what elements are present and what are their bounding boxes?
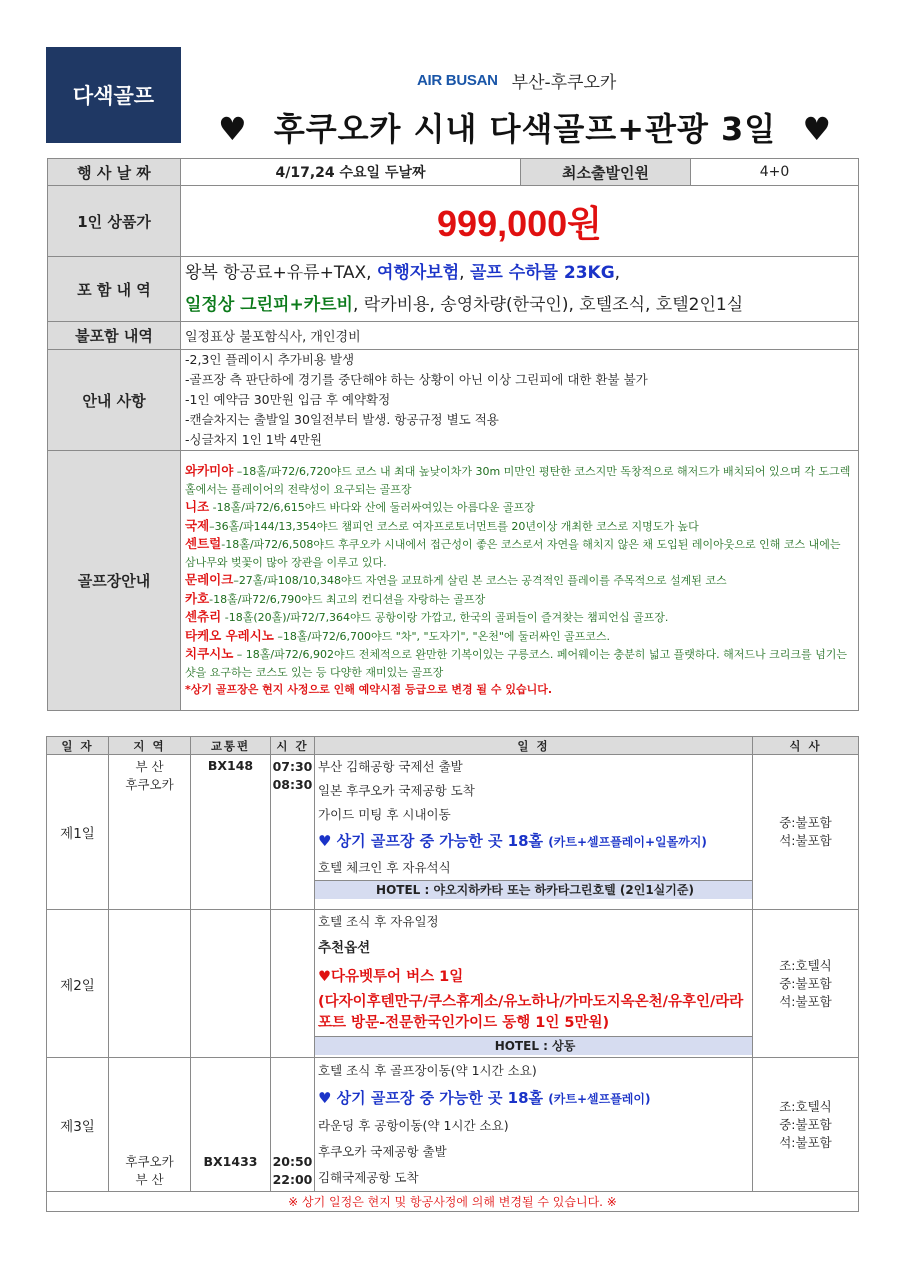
golf-item: 타케오 우레시노 –18홀/파72/6,700야드 "차", "도자기", "온천"에 둘러싸인 골프코스. [185,627,611,643]
col-day: 일 자 [47,737,109,755]
notice-list [181,350,859,451]
notice-item: -싱글차지 1인 1박 4만원 [185,432,322,447]
day2-time [271,910,315,1058]
day2-label: 제2일 [47,910,109,1058]
itinerary-item: 김해국제공항 도착 [318,1170,419,1185]
itinerary-item: 부산 김해공항 국제선 출발 [318,759,463,774]
day2-row [47,910,859,1058]
title-text: 후쿠오카 시내 다색골프+관광 3일 [273,110,777,148]
heart-icon: ♥ [802,110,832,148]
date-value: 4/17,24 수요일 두날짜 [181,159,521,186]
itinerary-item: 호텔 체크인 후 자유석식 [318,860,451,875]
heart-icon: ♥ [217,110,248,148]
schedule-table [46,736,859,1212]
notice-item: -1인 예약금 30만원 입금 후 예약확정 [185,392,391,407]
golf-item: 국제–36홀/파144/13,354야드 챔피언 코스로 여자프로토너먼트를 20년이상 개최한 코스로 지명도가 높다 [185,517,699,533]
col-region: 지 역 [109,737,191,755]
day3-itinerary [315,1058,753,1192]
day3-flight: BX1433 [191,1058,271,1192]
itinerary-item: 라운딩 후 공항이동(약 1시간 소요) [318,1118,509,1133]
baggage-text: 골프 수하물 23KG [469,263,615,283]
price-label: 1인 상품가 [48,186,181,257]
min-label: 최소출발인원 [521,159,691,186]
col-transport: 교통편 [191,737,271,755]
day1-label: 제1일 [47,755,109,910]
itinerary-item: 호텔 조식 후 자유일정 [318,914,439,929]
golf-item: 치쿠시노 – 18홀/파72/6,902야드 전체적으로 완만한 기복이있는 구릉코스. 페어웨이는 충분히 넓고 플랫하다. 해저드나 크리크를 넘기는 샷을 요구하는 코스도 있는 등 다양한 재미있는 골프장 [185,646,847,679]
day2-flight [191,910,271,1058]
day1-itinerary [315,755,753,910]
itinerary-item: 가이드 미팅 후 시내이동 [318,807,451,822]
golf-item: 카호-18홀/파72/6,790야드 최고의 컨디션을 자랑하는 골프장 [185,590,486,606]
day3-label: 제3일 [47,1058,109,1192]
price-value: 999,000원 [181,186,859,257]
time-text: 07:30 [272,759,313,774]
min-value: 4+0 [691,159,859,186]
time-text: 08:30 [272,777,313,792]
day1-flight: BX148 [191,755,271,910]
golf-item: 와카미야 –18홀/파72/6,720야드 코스 내 최대 높낮이차가 30m 미만인 평탄한 코스지만 독창적으로 해저드가 배치되어 있으며 각 도그렉 홀에서는 플레이어의 전략성이 요구되는 골프장 [185,463,851,496]
region-text: 부 산 [135,759,164,774]
region-text: 후쿠오카 [125,1154,174,1169]
include-text: , [614,263,621,283]
golf-note: *상기 골프장은 현지 사정으로 인해 예약시점 등급으로 변경 될 수 있습니다. [185,683,553,697]
day2-region [109,910,191,1058]
route-text: 부산-후쿠오카 [511,73,617,93]
option-title: 추천옵션 [318,940,371,956]
notice-item: -골프장 측 판단하에 경기를 중단해야 하는 상황이 아닌 이상 그린피에 대한 환불 불가 [185,372,648,387]
day2-hotel: HOTEL : 상동 [315,1036,752,1055]
notice-item: -2,3인 플레이시 추가비용 발생 [185,352,355,367]
day3-time [271,1058,315,1192]
time-text: 20:50 [272,1154,313,1169]
include-label: 포 함 내 역 [48,257,181,322]
itinerary-item: 일본 후쿠오카 국제공항 도착 [318,783,475,798]
day3-golf: ♥ 상기 골프장 중 가능한 곳 18홀 (카트+셀프플레이) [318,1089,651,1107]
exclude-value: 일정표상 불포함식사, 개인경비 [181,322,859,350]
golf-item: 니조 -18홀/파72/6,615야드 바다와 산에 둘러싸여있는 아름다운 골프장 [185,499,535,515]
day1-region [109,755,191,910]
include-value [181,257,859,322]
day2-meal: 조:호텔식 중:불포함 석:불포함 [753,910,859,1058]
golf-item: 센트럴-18홀/파72/6,508야드 후쿠오카 시내에서 접근성이 좋은 코스로서 자연을 해치지 않은 채 도입된 레이아웃으로 인해 코스 내에는 삼나무와 벚꽃이 많아 장관을 이루고 있다. [185,536,841,569]
tour-detail: (다자이후텐만구/쿠스휴게소/유노하나/가마도지옥온천/유후인/라라포트 방문-전문한국인가이드 동행 1인 5만원) [318,994,744,1031]
notice-label: 안내 사항 [48,350,181,451]
day1-time [271,755,315,910]
itinerary-item: 호텔 조식 후 골프장이동(약 1시간 소요) [318,1063,537,1078]
airline-header [417,68,616,93]
col-time: 시 간 [271,737,315,755]
day3-meal: 조:호텔식 중:불포함 석:불포함 [753,1058,859,1192]
region-text: 후쿠오카 [125,777,174,792]
schedule-header [47,737,859,755]
col-meal: 식 사 [753,737,859,755]
day1-golf: ♥ 상기 골프장 중 가능한 곳 18홀 (카트+셀프플레이+일몰까지) [318,832,707,850]
include-text: , 락카비용, 송영차량(한국인), 호텔조식, 호텔2인1실 [352,295,744,315]
region-text: 부 산 [135,1172,164,1187]
day2-itinerary [315,910,753,1058]
day1-hotel: HOTEL : 야오지하카타 또는 하카타그린호텔 (2인1실기준) [315,880,752,899]
itinerary-item: 후쿠오카 국제공항 출발 [318,1144,447,1159]
golf-item: 문레이크–27홀/파108/10,348야드 자연을 교묘하게 살린 본 코스는 공격적인 플레이를 주목적으로 설계된 코스 [185,572,727,588]
golf-label: 골프장안내 [48,451,181,711]
day3-row [47,1058,859,1192]
air-busan-logo: AIR BUSAN [417,72,498,89]
page-title [190,104,860,150]
time-text: 22:00 [272,1172,313,1187]
exclude-label: 불포함 내역 [48,322,181,350]
include-text: 왕복 항공료+유류+TAX, [185,263,377,283]
info-table [47,158,859,711]
date-label: 행 사 날 짜 [48,159,181,186]
golf-item: 센츄리 -18홀(20홀)/파72/7,364야드 공항이랑 가깝고, 한국의 골퍼들이 즐겨찾는 챔피언십 골프장. [185,609,669,625]
insurance-text: 여행자보험 [377,263,460,283]
tour-title: ♥다유벳투어 버스 1일 [318,969,464,985]
product-badge: 다색골프 [46,47,181,143]
notice-item: -캔슬차지는 출발일 30일전부터 발생. 항공규정 별도 적용 [185,412,499,427]
day1-meal: 중:불포함 석:불포함 [753,755,859,910]
include-text: , [459,263,470,283]
day3-region [109,1058,191,1192]
day1-row [47,755,859,910]
col-itinerary: 일 정 [315,737,753,755]
schedule-footnote: ※ 상기 일정은 현지 및 항공사정에 의해 변경될 수 있습니다. ※ [47,1192,859,1212]
greenfee-text: 일정상 그린피+카트비 [185,295,353,315]
golf-list [181,451,859,711]
